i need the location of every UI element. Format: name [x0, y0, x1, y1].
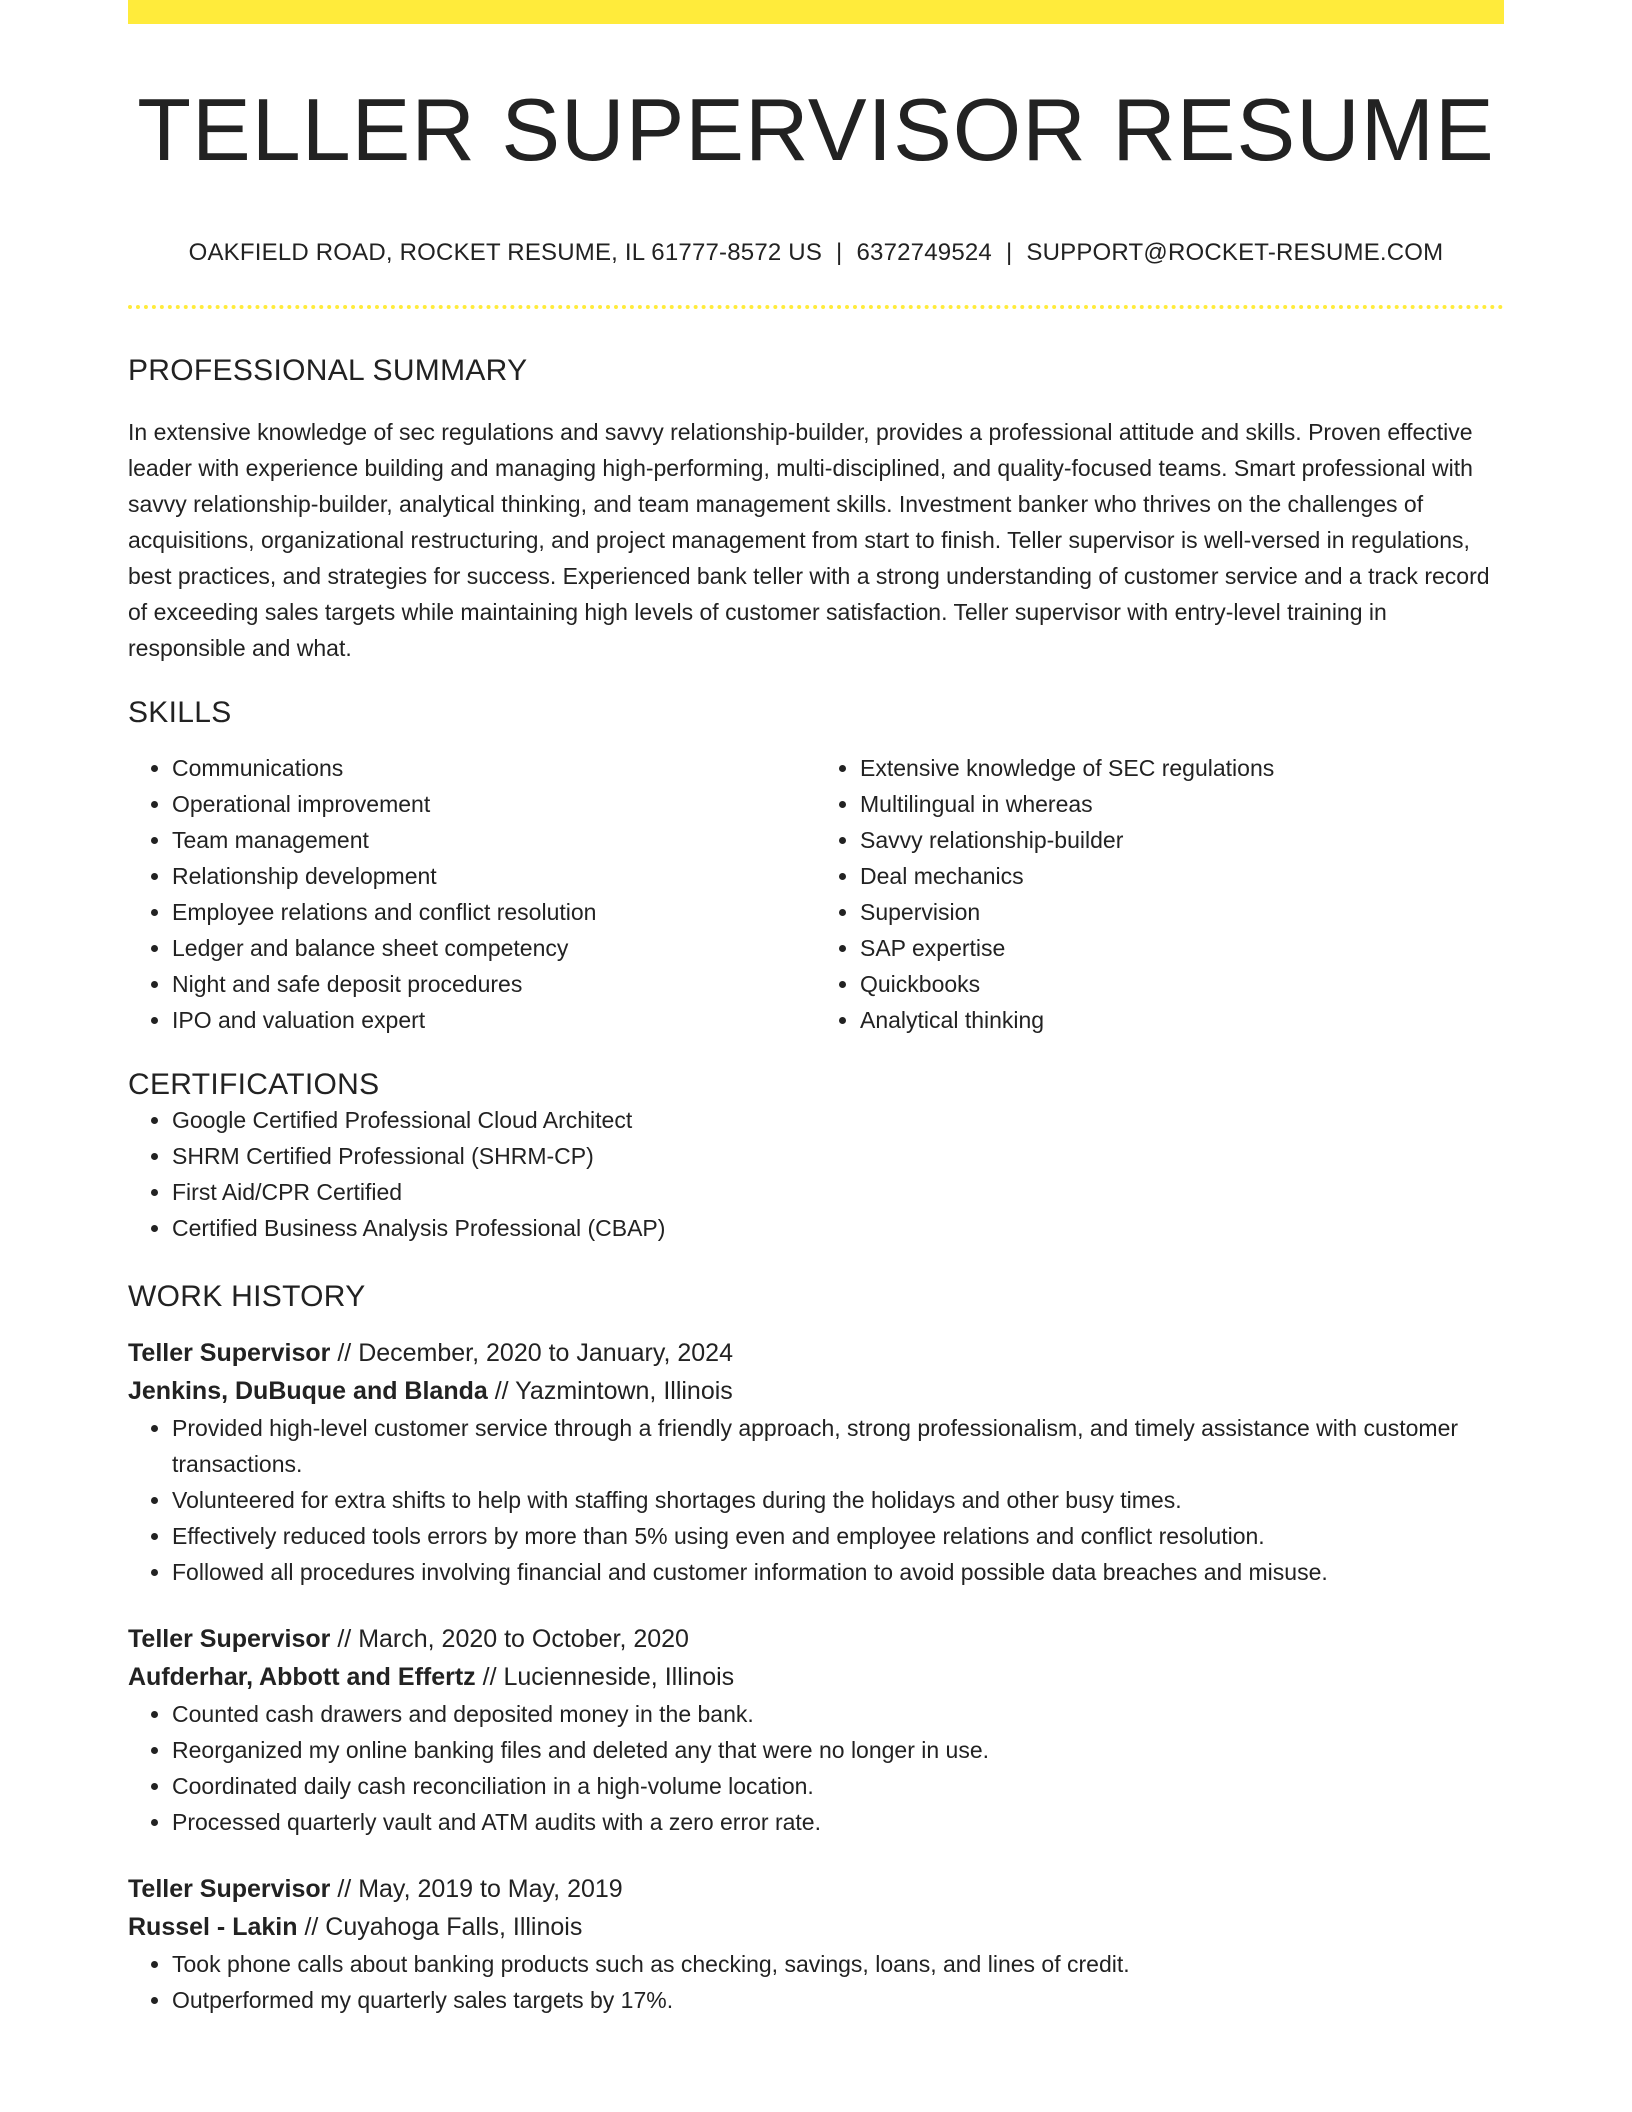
job-company: Jenkins, DuBuque and Blanda: [128, 1376, 488, 1405]
contact-address: OAKFIELD ROAD, ROCKET RESUME, IL 61777-8572 US: [188, 238, 823, 266]
job-company-line: [128, 1658, 1504, 1696]
job-dates: // March, 2020 to October, 2020: [330, 1624, 689, 1653]
job-company-line: [128, 1908, 1504, 1946]
skill-item: • Operational improvement: [172, 786, 816, 822]
job-entry: [128, 1620, 1504, 1840]
job-entry: [128, 1334, 1504, 1590]
job-dates: // December, 2020 to January, 2024: [330, 1338, 733, 1367]
contact-separator: |: [1005, 238, 1013, 266]
job-title-line: [128, 1870, 1504, 1908]
skills-columns: [128, 750, 1504, 1038]
skill-item: • Extensive knowledge of SEC regulations: [860, 750, 1504, 786]
skills-heading: SKILLS: [128, 695, 232, 729]
job-bullet: • Took phone calls about banking products such as checking, savings, loans, and lines of credit.: [172, 1946, 1504, 1982]
job-bullet: • Reorganized my online banking files and deleted any that were no longer in use.: [172, 1732, 1504, 1768]
skill-item: • Savvy relationship-builder: [860, 822, 1504, 858]
certification-item: • SHRM Certified Professional (SHRM-CP): [172, 1138, 1504, 1174]
job-bullet: • Coordinated daily cash reconciliation in a high-volume location.: [172, 1768, 1504, 1804]
contact-phone: 6372749524: [856, 238, 992, 266]
job-dates: // May, 2019 to May, 2019: [330, 1874, 623, 1903]
skill-item: • Analytical thinking: [860, 1002, 1504, 1038]
certifications-heading: CERTIFICATIONS: [128, 1067, 380, 1101]
job-bullets: [128, 1696, 1504, 1840]
job-bullet: • Followed all procedures involving financial and customer information to avoid possible data breaches and misuse.: [172, 1554, 1504, 1590]
contact-separator: |: [836, 238, 843, 266]
job-location: // Cuyahoga Falls, Illinois: [297, 1912, 583, 1941]
job-bullet: • Processed quarterly vault and ATM audits with a zero error rate.: [172, 1804, 1504, 1840]
job-bullet: • Counted cash drawers and deposited money in the bank.: [172, 1696, 1504, 1732]
skill-item: • Supervision: [860, 894, 1504, 930]
job-bullet: • Outperformed my quarterly sales targets by 17%.: [172, 1982, 1504, 2018]
certifications-list: [128, 1102, 1504, 1246]
job-company: Aufderhar, Abbott and Effertz: [128, 1662, 476, 1691]
certification-item: • Certified Business Analysis Professional (CBAP): [172, 1210, 1504, 1246]
job-title-line: [128, 1620, 1504, 1658]
job-company: Russel - Lakin: [128, 1912, 298, 1941]
job-location: // Yazmintown, Illinois: [487, 1376, 733, 1405]
job-bullets: [128, 1946, 1504, 2018]
job-title: Teller Supervisor: [128, 1624, 331, 1653]
skill-item: • Relationship development: [172, 858, 816, 894]
certification-item: • First Aid/CPR Certified: [172, 1174, 1504, 1210]
skill-item: • SAP expertise: [860, 930, 1504, 966]
job-bullets: [128, 1410, 1504, 1590]
work-history-heading: WORK HISTORY: [128, 1279, 366, 1313]
skill-item: • Night and safe deposit procedures: [172, 966, 816, 1002]
job-company-line: [128, 1372, 1504, 1410]
summary-heading: PROFESSIONAL SUMMARY: [128, 353, 528, 387]
contact-email: SUPPORT@ROCKET-RESUME.COM: [1026, 238, 1444, 266]
job-bullet: • Volunteered for extra shifts to help with staffing shortages during the holidays and other busy times.: [172, 1482, 1504, 1518]
dotted-divider: [128, 305, 1504, 309]
skill-item: • IPO and valuation expert: [172, 1002, 816, 1038]
job-title: Teller Supervisor: [128, 1874, 331, 1903]
skill-item: • Communications: [172, 750, 816, 786]
summary-text: In extensive knowledge of sec regulations and savvy relationship-builder, provides a professional attitude and skills. Proven effective leader with experience building and managing high-performing, multi-disciplined, and quality-focused teams. Smart professional with savvy relationship-builder, analytical thinking, and team management skills. Investment banker who thrives on the challenges of acquisitions, organizational restructuring, and project management from start to finish. Teller supervisor is well-versed in regulations, best practices, and strategies for success. Experienced bank teller with a strong understanding of customer service and a track record of exceeding sales targets while maintaining high levels of customer satisfaction. Teller supervisor with entry-level training in responsible and what.: [128, 418, 1490, 661]
skill-item: • Team management: [172, 822, 816, 858]
certification-item: • Google Certified Professional Cloud Architect: [172, 1102, 1504, 1138]
job-location: // Lucienneside, Illinois: [475, 1662, 735, 1691]
skill-item: • Employee relations and conflict resolution: [172, 894, 816, 930]
job-bullet: • Provided high-level customer service through a friendly approach, strong professionalism, and timely assistance with customer transactions.: [172, 1410, 1504, 1482]
resume-title: TELLER SUPERVISOR RESUME: [137, 80, 1495, 179]
skill-item: • Ledger and balance sheet competency: [172, 930, 816, 966]
job-title-line: [128, 1334, 1504, 1372]
contact-line: [128, 239, 1504, 267]
job-entry: [128, 1870, 1504, 2018]
skills-list-left: [128, 750, 816, 1038]
job-title: Teller Supervisor: [128, 1338, 331, 1367]
skills-list-right: [816, 750, 1504, 1038]
skill-item: • Deal mechanics: [860, 858, 1504, 894]
skill-item: • Quickbooks: [860, 966, 1504, 1002]
skill-item: • Multilingual in whereas: [860, 786, 1504, 822]
top-accent-bar: [128, 0, 1504, 24]
resume-page: [128, 0, 1504, 2018]
job-bullet: • Effectively reduced tools errors by more than 5% using even and employee relations and conflict resolution.: [172, 1518, 1504, 1554]
